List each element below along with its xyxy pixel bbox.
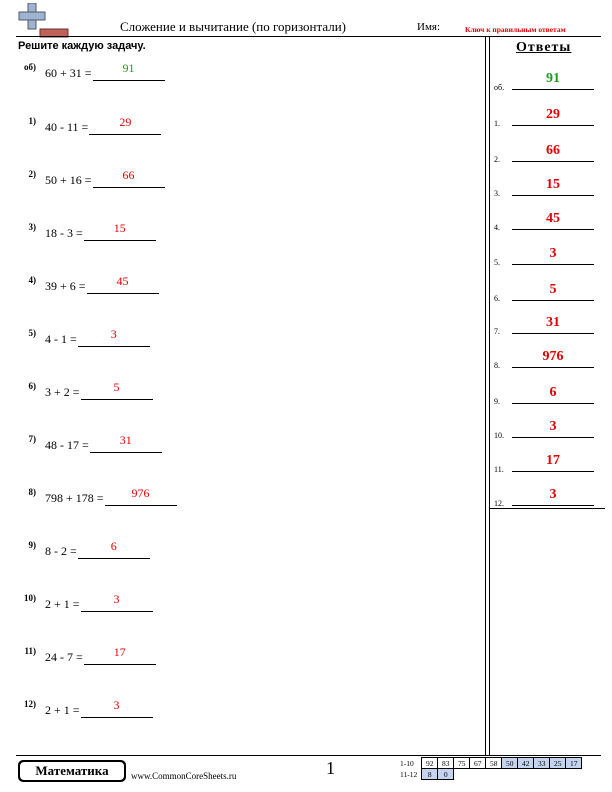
answer-key-number: 1. xyxy=(494,119,500,128)
answer-value: 66 xyxy=(122,168,135,182)
answer-key-value: 5 xyxy=(549,282,557,297)
answers-bottom-divider xyxy=(489,508,605,509)
answer-key-line xyxy=(512,315,594,334)
answers-title: Ответы xyxy=(516,40,572,55)
answer-blank[interactable] xyxy=(89,115,161,135)
problem-row xyxy=(0,487,470,509)
problem-expression xyxy=(45,645,156,665)
answer-key-number: об. xyxy=(494,83,505,92)
answer-key-line xyxy=(512,282,594,301)
answer-column-divider xyxy=(485,37,486,755)
problem-number: 3) xyxy=(28,222,36,232)
answer-key-row xyxy=(494,176,604,198)
expression-text: 48 - 17 = xyxy=(45,438,89,452)
score-row xyxy=(398,769,582,780)
answer-key-line xyxy=(512,143,594,162)
answer-key-number: 12. xyxy=(494,499,504,508)
brand-label: Математика xyxy=(20,762,124,780)
problem-expression xyxy=(45,592,153,612)
expression-text: 40 - 11 = xyxy=(45,120,89,134)
answer-key-row xyxy=(494,106,604,128)
answer-key-number: 8. xyxy=(494,361,500,370)
problem-expression xyxy=(45,327,150,347)
answer-key-value: 45 xyxy=(546,211,560,226)
answer-value: 15 xyxy=(113,221,126,235)
problem-number: 9) xyxy=(28,540,36,550)
header-divider xyxy=(16,36,601,37)
expression-text: 39 + 6 = xyxy=(45,279,86,293)
answer-key-row xyxy=(494,142,604,164)
name-label: Имя: xyxy=(417,21,441,33)
expression-text: 18 - 3 = xyxy=(45,226,83,240)
problem-row xyxy=(0,169,470,191)
score-cell: 67 xyxy=(470,758,486,769)
answer-key-row xyxy=(494,384,604,406)
answer-key-row xyxy=(494,210,604,232)
answer-blank[interactable] xyxy=(78,539,150,559)
answer-key-row xyxy=(494,486,604,508)
answer-key-row xyxy=(494,70,604,92)
answer-key-value: 29 xyxy=(546,107,560,122)
answer-value: 976 xyxy=(131,486,150,500)
answer-key-row xyxy=(494,418,604,440)
score-cell: 17 xyxy=(566,758,582,769)
answer-key-line xyxy=(512,71,594,90)
problem-row xyxy=(0,434,470,456)
problem-row xyxy=(0,699,470,721)
answer-value: 91 xyxy=(122,61,135,75)
problem-number: 12) xyxy=(24,699,36,709)
expression-text: 3 + 2 = xyxy=(45,385,80,399)
problem-expression xyxy=(45,274,159,294)
answer-blank[interactable] xyxy=(81,592,153,612)
answer-key-number: 7. xyxy=(494,327,500,336)
answer-key-value: 976 xyxy=(542,349,564,364)
answer-value: 17 xyxy=(113,645,126,659)
answer-blank[interactable] xyxy=(78,327,150,347)
answer-key-row xyxy=(494,348,604,370)
answer-key-row xyxy=(494,452,604,474)
answer-key-number: 11. xyxy=(494,465,504,474)
answer-value: 29 xyxy=(119,115,132,129)
answer-blank[interactable] xyxy=(87,274,159,294)
page-number: 1 xyxy=(326,758,335,778)
problem-row xyxy=(0,381,470,403)
score-range-label: 11-12 xyxy=(400,769,418,779)
answer-key-line xyxy=(512,211,594,230)
answer-value: 31 xyxy=(119,433,132,447)
problem-row xyxy=(0,646,470,668)
answer-key-value: 6 xyxy=(549,385,557,400)
answer-blank[interactable] xyxy=(81,698,153,718)
problem-number: 6) xyxy=(28,381,36,391)
problem-row xyxy=(0,540,470,562)
answer-value: 3 xyxy=(113,698,120,712)
problem-expression xyxy=(45,539,150,559)
site-url: www.CommonCoreSheets.ru xyxy=(131,771,237,781)
answer-key-number: 5. xyxy=(494,258,500,267)
score-cell: 92 xyxy=(422,758,438,769)
answer-key-value: 3 xyxy=(549,419,557,434)
answer-key-label: Ключ к правильным ответам xyxy=(465,25,566,34)
answer-key-number: 6. xyxy=(494,294,500,303)
problem-number: 2) xyxy=(28,169,36,179)
problem-number: 10) xyxy=(24,593,36,603)
instructions: Решите каждую задачу. xyxy=(18,40,146,52)
problem-expression xyxy=(45,61,165,81)
brand-badge xyxy=(18,760,126,782)
answer-key-line xyxy=(512,385,594,404)
answer-key-line xyxy=(512,246,594,265)
problem-number: 11) xyxy=(24,646,36,656)
answer-value: 6 xyxy=(110,539,117,553)
problem-expression xyxy=(45,698,153,718)
answer-column-divider-inner xyxy=(489,37,490,755)
score-cell: 75 xyxy=(454,758,470,769)
problem-row xyxy=(0,275,470,297)
problem-row xyxy=(0,116,470,138)
score-cell: 83 xyxy=(438,758,454,769)
problem-number: 5) xyxy=(28,328,36,338)
problem-number: 7) xyxy=(28,434,36,444)
answer-key-number: 3. xyxy=(494,189,500,198)
worksheet-title: Сложение и вычитание (по горизонтали) xyxy=(120,19,346,34)
answer-blank[interactable] xyxy=(84,645,156,665)
expression-text: 8 - 2 = xyxy=(45,544,77,558)
answer-key-line xyxy=(512,349,594,368)
answer-key-line xyxy=(512,177,594,196)
problem-expression xyxy=(45,221,156,241)
answer-key-number: 4. xyxy=(494,223,500,232)
problem-row xyxy=(0,593,470,615)
footer-divider xyxy=(16,755,601,756)
score-cell: 42 xyxy=(518,758,534,769)
answer-value: 5 xyxy=(113,380,120,394)
problem-number: 1) xyxy=(28,116,36,126)
answer-blank[interactable] xyxy=(81,380,153,400)
problem-expression xyxy=(45,115,161,135)
answer-blank[interactable] xyxy=(93,61,165,81)
score-cell: 58 xyxy=(486,758,502,769)
score-cell: 8 xyxy=(422,769,438,780)
problem-number: об) xyxy=(24,62,36,72)
answer-value: 45 xyxy=(116,274,129,288)
score-cell: 50 xyxy=(502,758,518,769)
answer-key-line xyxy=(512,107,594,126)
answer-key-value: 17 xyxy=(546,453,560,468)
score-range-label: 1-10 xyxy=(400,758,414,768)
problem-row xyxy=(0,328,470,350)
expression-text: 4 - 1 = xyxy=(45,332,77,346)
answer-blank[interactable] xyxy=(84,221,156,241)
answer-blank[interactable] xyxy=(105,486,177,506)
expression-text: 24 - 7 = xyxy=(45,650,83,664)
problem-expression xyxy=(45,486,177,506)
expression-text: 2 + 1 = xyxy=(45,597,80,611)
answer-key-line xyxy=(512,419,594,438)
answer-key-row xyxy=(494,245,604,267)
plus-minus-logo-icon xyxy=(14,3,70,39)
answer-blank[interactable] xyxy=(93,168,165,188)
problem-number: 8) xyxy=(28,487,36,497)
answer-key-number: 9. xyxy=(494,397,500,406)
score-cell: 0 xyxy=(438,769,454,780)
answer-key-value: 66 xyxy=(546,143,560,158)
answer-key-value: 15 xyxy=(546,177,560,192)
problem-number: 4) xyxy=(28,275,36,285)
answer-key-row xyxy=(494,314,604,336)
example-problem xyxy=(0,62,470,84)
problem-row xyxy=(0,222,470,244)
problem-expression xyxy=(45,433,162,453)
expression-text: 2 + 1 = xyxy=(45,703,80,717)
answer-key-value: 91 xyxy=(546,71,560,86)
answer-value: 3 xyxy=(110,327,117,341)
expression-text: 798 + 178 = xyxy=(45,491,104,505)
answer-key-row xyxy=(494,281,604,303)
score-table xyxy=(398,757,582,780)
answer-key-number: 2. xyxy=(494,155,500,164)
answer-key-line xyxy=(512,487,594,506)
problem-expression xyxy=(45,168,165,188)
answer-key-value: 3 xyxy=(549,246,557,261)
score-row xyxy=(398,758,582,769)
answer-key-value: 3 xyxy=(549,487,557,502)
score-cell: 33 xyxy=(534,758,550,769)
answer-blank[interactable] xyxy=(90,433,162,453)
score-cell: 25 xyxy=(550,758,566,769)
answer-value: 3 xyxy=(113,592,120,606)
answer-key-line xyxy=(512,453,594,472)
problem-expression xyxy=(45,380,153,400)
answer-key-value: 31 xyxy=(546,315,560,330)
expression-text: 60 + 31 = xyxy=(45,66,92,80)
expression-text: 50 + 16 = xyxy=(45,173,92,187)
answer-key-number: 10. xyxy=(494,431,504,440)
